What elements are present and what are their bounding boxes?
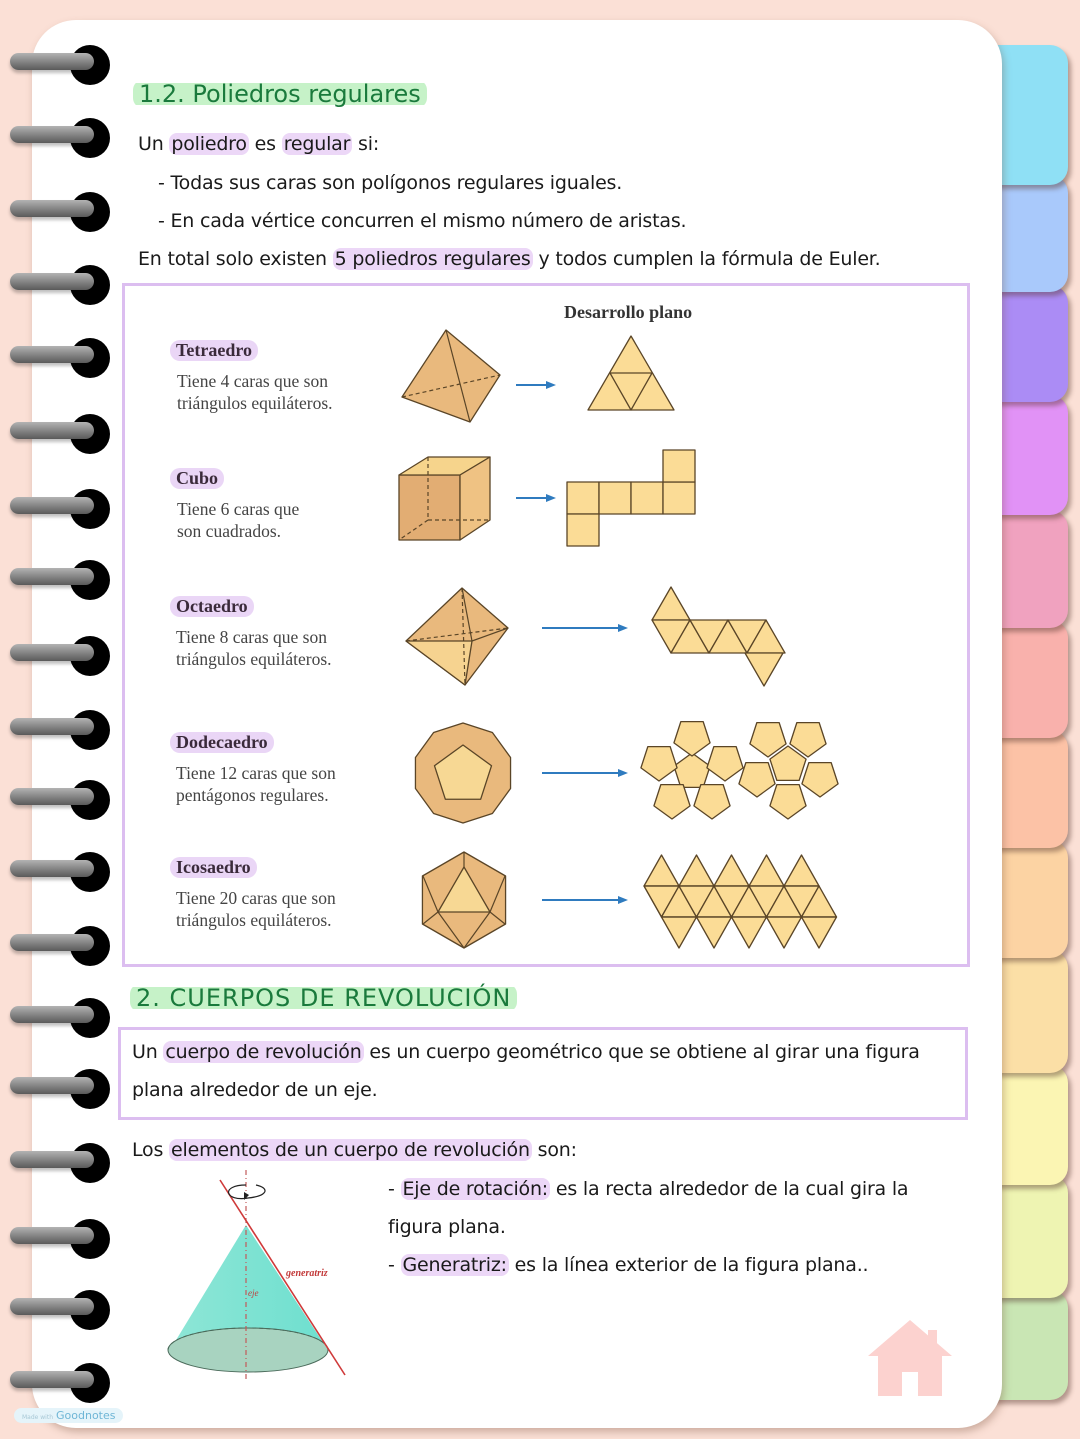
desc-line: triángulos equiláteros. [176,910,332,930]
home-icon[interactable] [868,1320,952,1396]
desc-line: Tiene 6 caras que [177,499,300,519]
spiral-ring [10,45,105,85]
polyhedron-name-tetraedro: Tetraedro [170,340,258,361]
desc-line: Tiene 8 caras que son [176,627,327,647]
spiral-ring [10,852,105,892]
elements-intro [132,1139,577,1161]
ring-wire [10,53,94,70]
text: Un [138,133,170,155]
spiral-ring [10,1290,105,1330]
ring-wire [10,126,94,143]
section-title-cuerpos-revolucion: 2. CUERPOS DE REVOLUCIÓN [130,984,517,1012]
ring-wire [10,1151,94,1168]
ring-wire [10,1298,94,1315]
highlight-generatriz: Generatriz: [402,1254,507,1276]
ring-wire [10,860,94,877]
spiral-ring [10,338,105,378]
definition-line-1 [132,1041,920,1063]
ring-wire [10,718,94,735]
cone-illustration [150,1170,370,1390]
spiral-ring [10,414,105,454]
text: si: [352,133,380,155]
desc-line: Tiene 20 caras que son [176,888,336,908]
ring-wire [10,1077,94,1094]
polyhedron-desc-icosaedro [176,887,336,931]
ring-wire [10,568,94,585]
highlight-elementos: elementos de un cuerpo de revolución [171,1139,530,1161]
element-generatriz [388,1254,868,1276]
desc-line: Tiene 12 caras que son [176,763,336,783]
text: es [248,133,282,155]
spiral-ring [10,265,105,305]
total-line [138,248,881,270]
ring-wire [10,346,94,363]
text: es la línea exterior de la figura plana.. [508,1254,869,1276]
bullet-1: - Todas sus caras son polígonos regulares iguales. [158,172,623,194]
spiral-ring [10,636,105,676]
ring-wire [10,644,94,661]
spiral-ring [10,1363,105,1403]
definition-line-2: plana alrededor de un eje. [132,1079,378,1101]
spiral-ring [10,118,105,158]
ring-wire [10,422,94,439]
text: es un cuerpo geométrico que se obtiene al girar una figura [363,1041,920,1063]
element-eje-rotacion-line2: figura plana. [388,1216,506,1238]
section-title-poliedros: 1.2. Poliedros regulares [133,80,427,108]
highlight-cuerpo-revolucion: cuerpo de revolución [165,1041,362,1063]
goodnotes-badge [14,1408,123,1423]
spiral-ring [10,1069,105,1109]
made-with-label: Made with [22,1414,53,1421]
polyhedron-name-icosaedro: Icosaedro [170,857,257,878]
label-eje: eje [248,1288,259,1298]
ring-wire [10,934,94,951]
element-eje-rotacion [388,1178,908,1200]
home-chimney [928,1330,937,1350]
bullet-2: - En cada vértice concurren el mismo número de aristas. [158,210,687,232]
polyhedron-name-dodecaedro: Dodecaedro [170,732,274,753]
dash: - [388,1178,401,1200]
desc-line: son cuadrados. [177,521,282,541]
home-shape [868,1320,952,1396]
brand-label: Goodnotes [56,1409,116,1422]
polyhedron-desc-cubo [177,498,299,542]
text: es la recta alrededor de la cual gira la [550,1178,909,1200]
text: y todos cumplen la fórmula de Euler. [532,248,881,270]
text: Un [132,1041,164,1063]
spiral-ring [10,560,105,600]
spiral-ring [10,998,105,1038]
spiral-ring [10,1143,105,1183]
spiral-ring [10,780,105,820]
highlight-eje-rotacion: Eje de rotación: [402,1178,549,1200]
dash: - [388,1254,401,1276]
ring-wire [10,788,94,805]
ring-wire [10,200,94,217]
spiral-ring [10,710,105,750]
spiral-ring [10,926,105,966]
highlight-regular: regular [283,133,351,155]
highlight-5-poliedros: 5 poliedros regulares [334,248,531,270]
label-generatriz: generatriz [286,1268,328,1279]
ring-wire [10,497,94,514]
polyhedron-desc-octaedro [176,626,332,670]
text: son: [531,1139,577,1161]
text: En total solo existen [138,248,333,270]
highlight-poliedro: poliedro [171,133,247,155]
desc-line: triángulos equiláteros. [177,393,333,413]
desc-line: triángulos equiláteros. [176,649,332,669]
ring-wire [10,1006,94,1023]
desarrollo-plano-header: Desarrollo plano [564,302,693,322]
polyhedron-name-cubo: Cubo [170,468,224,489]
spiral-ring [10,1219,105,1259]
polyhedron-name-octaedro: Octaedro [170,596,254,617]
ring-wire [10,273,94,290]
intro-line [138,133,379,155]
desc-line: Tiene 4 caras que son [177,371,328,391]
ring-wire [10,1227,94,1244]
spiral-ring [10,192,105,232]
polyhedron-desc-dodecaedro [176,762,336,806]
text: Los [132,1139,170,1161]
spiral-ring [10,489,105,529]
ring-wire [10,1371,94,1388]
desc-line: pentágonos regulares. [176,785,329,805]
polyhedron-desc-tetraedro [177,370,333,414]
